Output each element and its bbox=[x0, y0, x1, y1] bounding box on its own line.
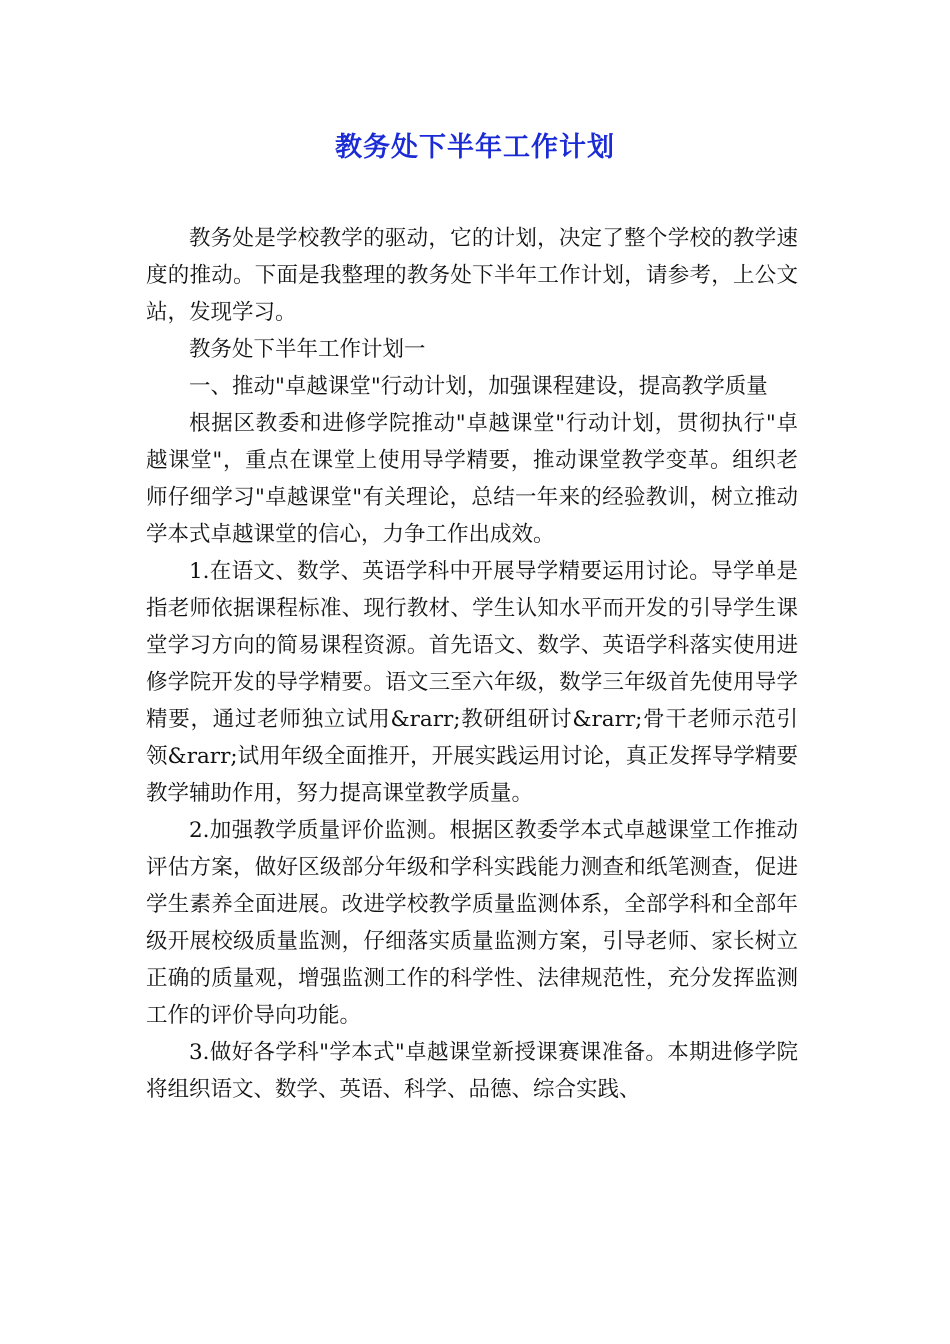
document-body bbox=[146, 220, 798, 1108]
document-title: 教务处下半年工作计划 bbox=[335, 132, 615, 163]
paragraph-item-3: 3.做好各学科"学本式"卓越课堂新授课赛课准备。本期进修学院将组织语文、数学、英语、科学、品德、综合实践、 bbox=[146, 1040, 798, 1102]
paragraph-intro: 教务处是学校教学的驱动，它的计划，决定了整个学校的教学速度的推动。下面是我整理的教务处下半年工作计划，请参考，上公文站，发现学习。 bbox=[146, 226, 798, 325]
paragraph-section-body: 根据区教委和进修学院推动"卓越课堂"行动计划，贯彻执行"卓越课堂"，重点在课堂上使用导学精要，推动课堂教学变革。组织老师仔细学习"卓越课堂"有关理论，总结一年来的经验教训，树立推动学本式卓越课堂的信心，力争工作出成效。 bbox=[146, 411, 798, 547]
paragraph-section-heading: 一、推动"卓越课堂"行动计划，加强课程建设，提高教学质量 bbox=[189, 374, 768, 399]
paragraph-item-2: 2.加强教学质量评价监测。根据区教委学本式卓越课堂工作推动评估方案，做好区级部分年级和学科实践能力测查和纸笔测查，促进学生素养全面进展。改进学校教学质量监测体系，全部学科和全部年级开展校级质量监测，仔细落实质量监测方案，引导老师、家长树立正确的质量观，增强监测工作的科学性、法律规范性，充分发挥监测工作的评价导向功能。 bbox=[146, 818, 798, 1028]
paragraph-plan-heading: 教务处下半年工作计划一 bbox=[189, 337, 426, 362]
paragraph-item-1: 1.在语文、数学、英语学科中开展导学精要运用讨论。导学单是指老师依据课程标准、现行教材、学生认知水平而开发的引导学生课堂学习方向的简易课程资源。首先语文、数学、英语学科落实使用进修学院开发的导学精要。语文三至六年级，数学三年级首先使用导学精要，通过老师独立试用&rarr;教研组研讨&rarr;骨干老师示范引领&rarr;试用年级全面推开，开展实践运用讨论，真正发挥导学精要教学辅助作用，努力提高课堂教学质量。 bbox=[146, 559, 798, 806]
